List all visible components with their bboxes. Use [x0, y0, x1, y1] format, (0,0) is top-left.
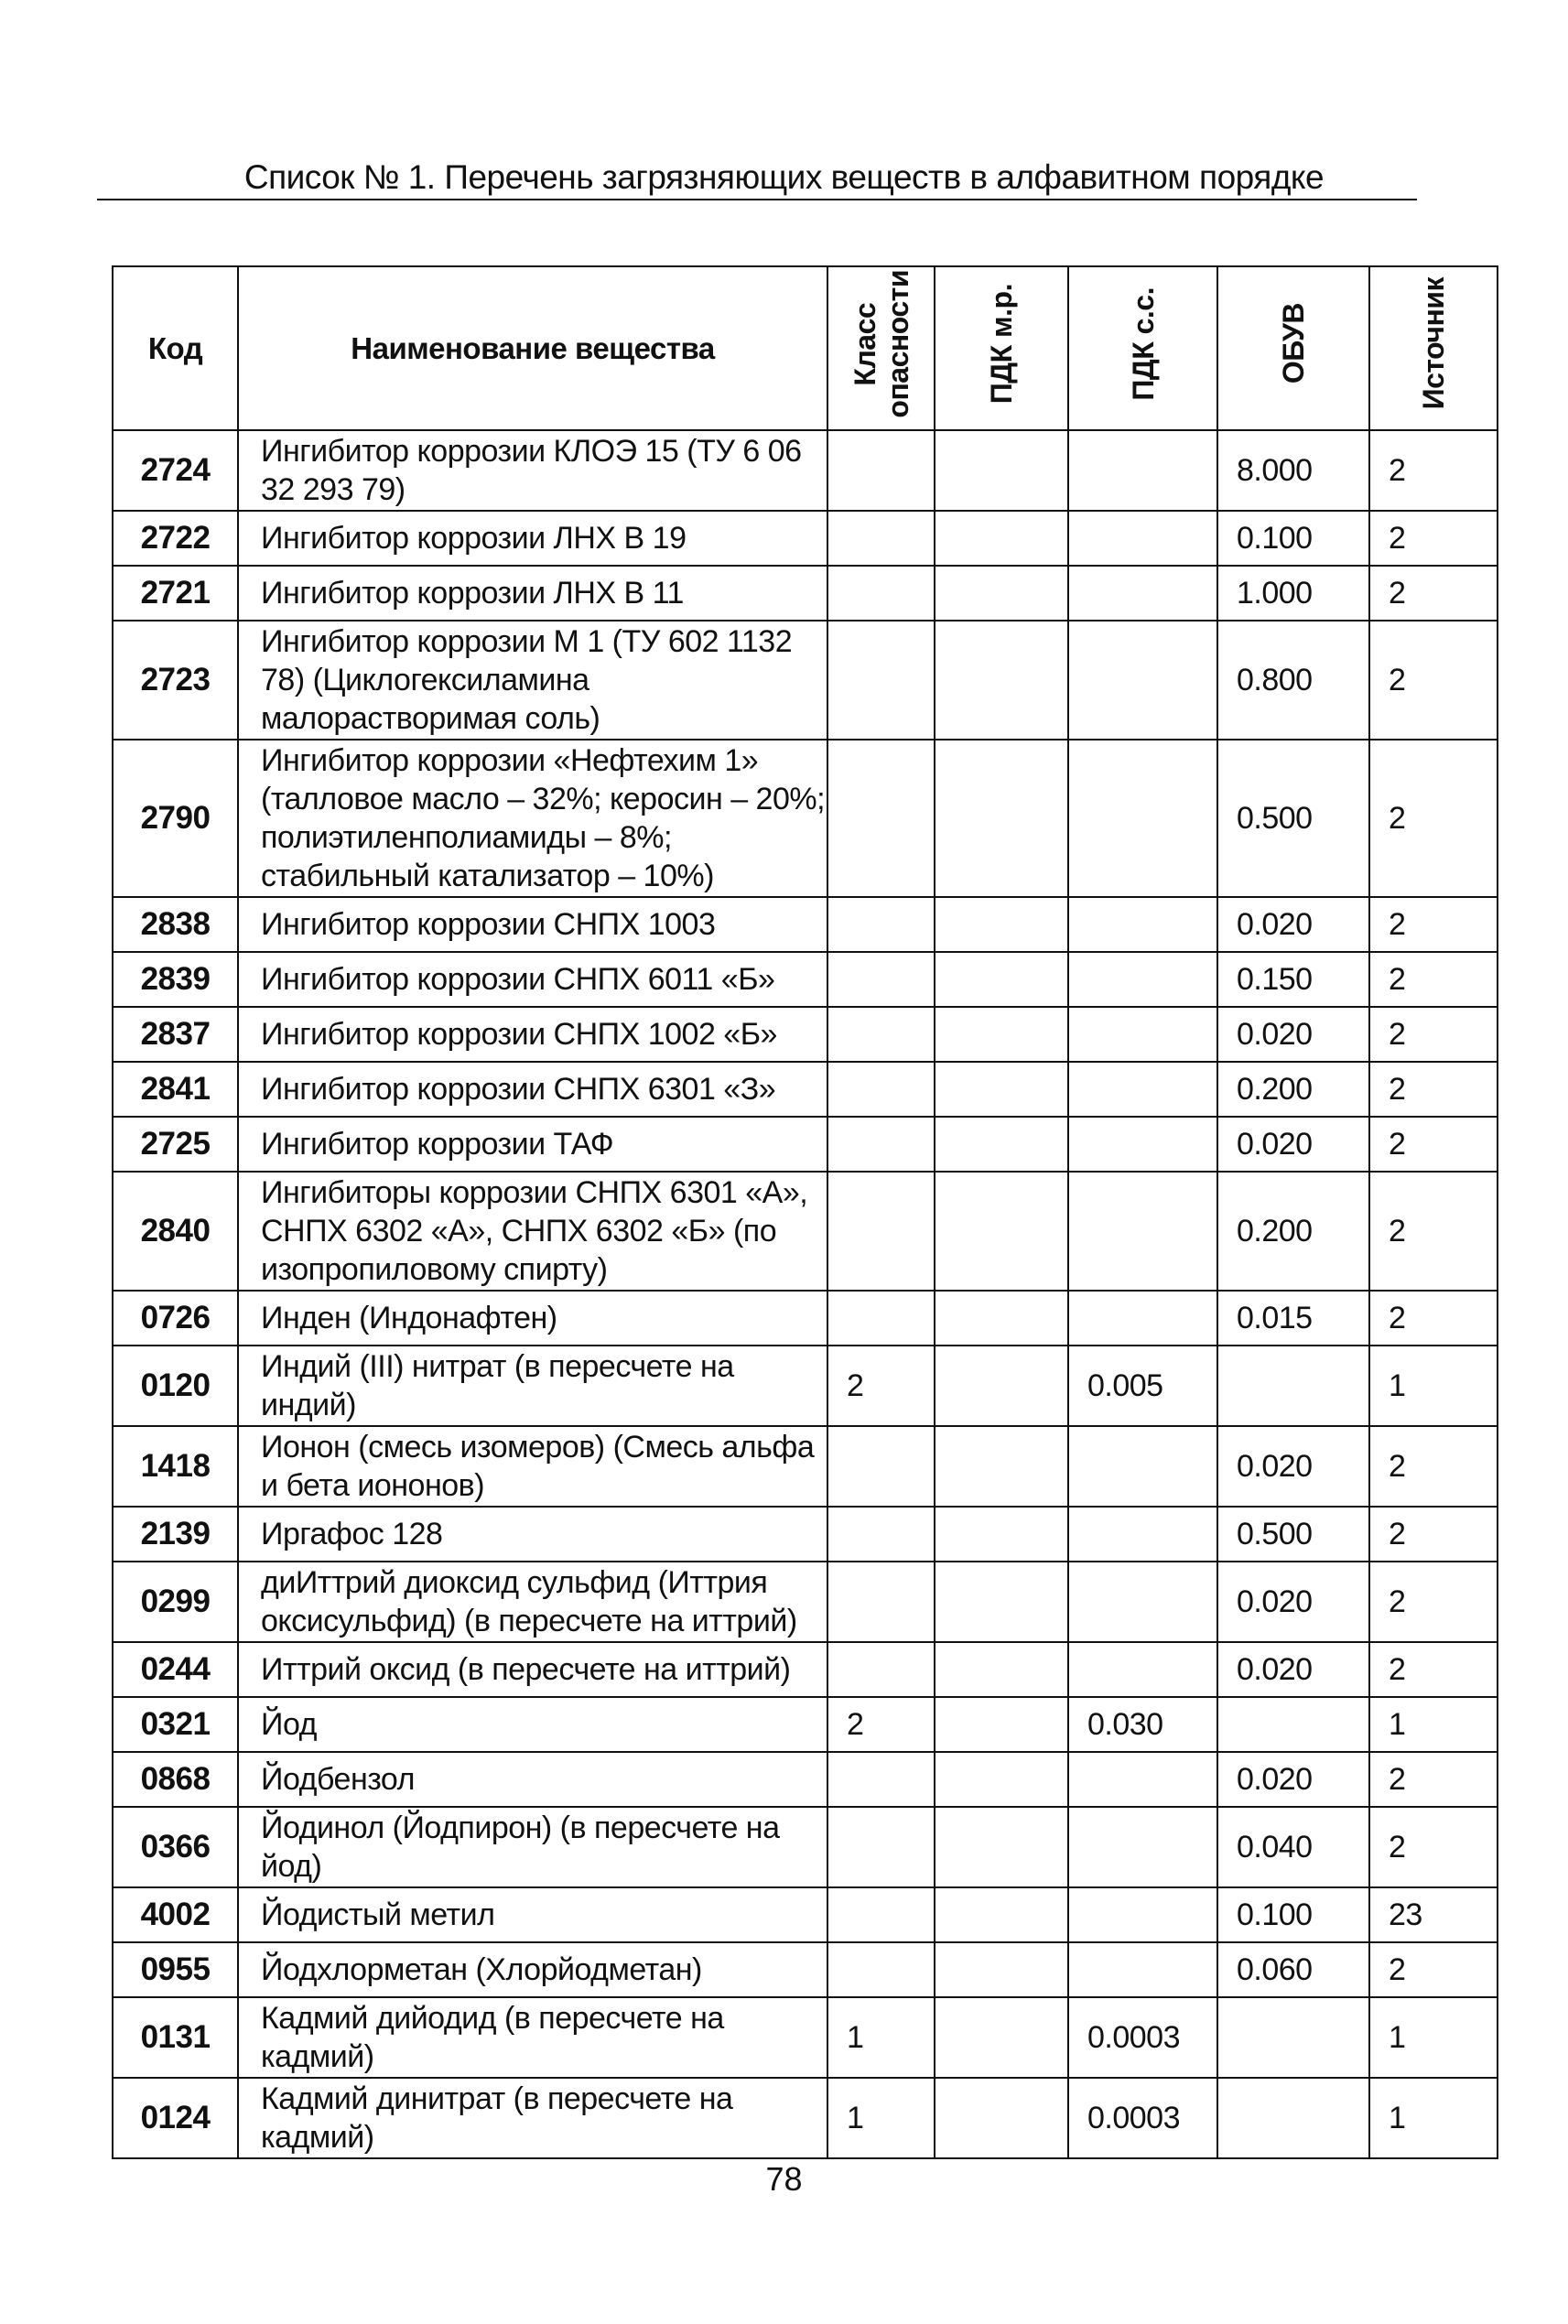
cell-code: 0120: [113, 1346, 238, 1426]
cell-code: 0726: [113, 1291, 238, 1346]
header-hazard-class-cell: [827, 266, 935, 430]
cell-hazard-class: [827, 952, 935, 1007]
cell-pdk-ss: [1068, 1291, 1217, 1346]
cell-obuv: 0.800: [1217, 621, 1369, 740]
cell-source: 2: [1369, 1007, 1498, 1062]
cell-pdk-mr: [935, 2078, 1068, 2158]
cell-obuv: 0.500: [1217, 1507, 1369, 1562]
cell-code: 0244: [113, 1642, 238, 1697]
cell-source: 1: [1369, 1997, 1498, 2078]
table-row: [113, 1346, 1498, 1426]
cell-name: Ингибитор коррозии ЛНХ В 19: [238, 511, 827, 566]
cell-pdk-mr: [935, 1562, 1068, 1642]
cell-hazard-class: [827, 1507, 935, 1562]
cell-hazard-class: [827, 1062, 935, 1117]
table-row: [113, 1117, 1498, 1172]
cell-name: Ингибитор коррозии СНПХ 6011 «Б»: [238, 952, 827, 1007]
table-row: [113, 1062, 1498, 1117]
cell-source: 2: [1369, 1642, 1498, 1697]
cell-pdk-ss: [1068, 1062, 1217, 1117]
cell-obuv: 0.200: [1217, 1172, 1369, 1291]
cell-name: Йодистый метил: [238, 1887, 827, 1942]
page-title: Список № 1. Перечень загрязняющих веществ в алфавитном порядке: [243, 158, 1325, 196]
cell-pdk-mr: [935, 621, 1068, 740]
cell-source: 23: [1369, 1887, 1498, 1942]
cell-code: 0299: [113, 1562, 238, 1642]
cell-obuv: 0.200: [1217, 1062, 1369, 1117]
cell-pdk-mr: [935, 952, 1068, 1007]
header-pdk-ss-cell: [1068, 266, 1217, 430]
cell-source: 2: [1369, 1562, 1498, 1642]
cell-source: 2: [1369, 740, 1498, 897]
table-row: [113, 952, 1498, 1007]
cell-hazard-class: [827, 1752, 935, 1807]
cell-name: Ингибитор коррозии «Нефтехим 1» (талловое масло – 32%; керосин – 20%; полиэтиленполиамиды – 8%; стабильный катализатор – 10%): [238, 740, 827, 897]
cell-obuv: 0.150: [1217, 952, 1369, 1007]
cell-hazard-class: 1: [827, 1997, 935, 2078]
cell-code: 2721: [113, 566, 238, 621]
cell-pdk-mr: [935, 1117, 1068, 1172]
table-row: [113, 1291, 1498, 1346]
page-number: 78: [765, 2160, 803, 2198]
header-hazard-class: Класс опасности: [848, 269, 914, 418]
cell-name: Йод: [238, 1697, 827, 1752]
cell-pdk-mr: [935, 1807, 1068, 1887]
cell-obuv: 0.100: [1217, 1887, 1369, 1942]
table-row: [113, 1642, 1498, 1697]
cell-pdk-ss: [1068, 1507, 1217, 1562]
cell-pdk-mr: [935, 511, 1068, 566]
cell-code: 2725: [113, 1117, 238, 1172]
cell-source: 2: [1369, 1942, 1498, 1997]
table-row: [113, 1997, 1498, 2078]
table-row: [113, 1697, 1498, 1752]
cell-name: Индий (III) нитрат (в пересчете на индий): [238, 1346, 827, 1426]
table-row: [113, 2078, 1498, 2158]
cell-source: 2: [1369, 430, 1498, 511]
cell-hazard-class: [827, 1887, 935, 1942]
table-row: [113, 621, 1498, 740]
cell-hazard-class: [827, 1172, 935, 1291]
cell-pdk-ss: [1068, 1117, 1217, 1172]
cell-name: Иттрий оксид (в пересчете на иттрий): [238, 1642, 827, 1697]
table-row: [113, 1562, 1498, 1642]
cell-pdk-mr: [935, 1752, 1068, 1807]
cell-obuv: 0.020: [1217, 1117, 1369, 1172]
cell-pdk-ss: [1068, 1807, 1217, 1887]
cell-obuv: 0.020: [1217, 897, 1369, 952]
cell-code: 0366: [113, 1807, 238, 1887]
header-name: Наименование вещества: [238, 266, 827, 430]
cell-code: 2838: [113, 897, 238, 952]
cell-source: 2: [1369, 1752, 1498, 1807]
cell-name: Ингибитор коррозии ЛНХ В 11: [238, 566, 827, 621]
cell-pdk-mr: [935, 1887, 1068, 1942]
cell-code: 2722: [113, 511, 238, 566]
cell-pdk-mr: [935, 1346, 1068, 1426]
table-row: [113, 1752, 1498, 1807]
cell-pdk-ss: 0.005: [1068, 1346, 1217, 1426]
cell-name: Инден (Индонафтен): [238, 1291, 827, 1346]
cell-obuv: [1217, 1346, 1369, 1426]
header-pdk-mr-cell: [935, 266, 1068, 430]
table-row: [113, 1426, 1498, 1507]
cell-source: 2: [1369, 1172, 1498, 1291]
cell-hazard-class: [827, 1642, 935, 1697]
cell-pdk-ss: [1068, 566, 1217, 621]
table-row: [113, 1942, 1498, 1997]
cell-pdk-mr: [935, 740, 1068, 897]
cell-pdk-ss: [1068, 1007, 1217, 1062]
cell-pdk-ss: 0.0003: [1068, 1997, 1217, 2078]
table-row: [113, 897, 1498, 952]
title-rule: [97, 199, 1417, 200]
cell-hazard-class: [827, 1562, 935, 1642]
header-source-cell: [1369, 266, 1498, 430]
cell-code: 1418: [113, 1426, 238, 1507]
cell-hazard-class: [827, 511, 935, 566]
cell-obuv: 0.020: [1217, 1752, 1369, 1807]
header-pdk-mr: ПДК м.р.: [985, 283, 1018, 405]
cell-hazard-class: [827, 1426, 935, 1507]
cell-source: 2: [1369, 897, 1498, 952]
cell-hazard-class: [827, 566, 935, 621]
cell-name: Ингибитор коррозии СНПХ 1003: [238, 897, 827, 952]
cell-hazard-class: [827, 1942, 935, 1997]
cell-hazard-class: 1: [827, 2078, 935, 2158]
cell-hazard-class: [827, 1807, 935, 1887]
header-obuv-cell: [1217, 266, 1369, 430]
cell-name: Йодинол (Йодпирон) (в пересчете на йод): [238, 1807, 827, 1887]
cell-pdk-ss: 0.0003: [1068, 2078, 1217, 2158]
cell-obuv: 0.020: [1217, 1642, 1369, 1697]
cell-name: Кадмий дийодид (в пересчете на кадмий): [238, 1997, 827, 2078]
table-row: [113, 740, 1498, 897]
cell-pdk-ss: [1068, 511, 1217, 566]
cell-code: 0955: [113, 1942, 238, 1997]
cell-name: Ингибитор коррозии СНПХ 6301 «З»: [238, 1062, 827, 1117]
cell-pdk-ss: [1068, 1752, 1217, 1807]
cell-obuv: 0.060: [1217, 1942, 1369, 1997]
header-pdk-ss: ПДК с.с.: [1126, 286, 1160, 401]
header-obuv: ОБУВ: [1277, 303, 1310, 384]
cell-name: Ионон (смесь изомеров) (Смесь альфа и бета иононов): [238, 1426, 827, 1507]
cell-pdk-ss: [1068, 952, 1217, 1007]
cell-pdk-ss: 0.030: [1068, 1697, 1217, 1752]
cell-pdk-ss: [1068, 1172, 1217, 1291]
table-row: [113, 430, 1498, 511]
cell-pdk-mr: [935, 1507, 1068, 1562]
cell-pdk-ss: [1068, 430, 1217, 511]
cell-name: Иргафос 128: [238, 1507, 827, 1562]
cell-code: 0321: [113, 1697, 238, 1752]
cell-obuv: 0.015: [1217, 1291, 1369, 1346]
cell-pdk-ss: [1068, 621, 1217, 740]
cell-obuv: 0.100: [1217, 511, 1369, 566]
table-row: [113, 1507, 1498, 1562]
cell-source: 1: [1369, 1346, 1498, 1426]
cell-source: 2: [1369, 566, 1498, 621]
cell-hazard-class: 2: [827, 1697, 935, 1752]
cell-obuv: 8.000: [1217, 430, 1369, 511]
cell-pdk-ss: [1068, 1942, 1217, 1997]
cell-obuv: [1217, 1997, 1369, 2078]
cell-obuv: 0.020: [1217, 1426, 1369, 1507]
table-header-row: [113, 266, 1498, 430]
cell-pdk-ss: [1068, 1887, 1217, 1942]
cell-hazard-class: [827, 621, 935, 740]
cell-pdk-mr: [935, 1697, 1068, 1752]
cell-code: 2790: [113, 740, 238, 897]
cell-pdk-mr: [935, 1291, 1068, 1346]
cell-obuv: 0.020: [1217, 1562, 1369, 1642]
cell-source: 2: [1369, 621, 1498, 740]
cell-code: 2723: [113, 621, 238, 740]
cell-name: Ингибитор коррозии КЛОЭ 15 (ТУ 6 06 32 293 79): [238, 430, 827, 511]
cell-source: 2: [1369, 511, 1498, 566]
cell-pdk-mr: [935, 1172, 1068, 1291]
cell-obuv: 0.040: [1217, 1807, 1369, 1887]
cell-source: 1: [1369, 2078, 1498, 2158]
header-code: Код: [113, 266, 238, 430]
cell-hazard-class: 2: [827, 1346, 935, 1426]
cell-pdk-ss: [1068, 740, 1217, 897]
cell-hazard-class: [827, 1117, 935, 1172]
cell-code: 0131: [113, 1997, 238, 2078]
cell-code: 0124: [113, 2078, 238, 2158]
cell-name: Йодхлорметан (Хлорйодметан): [238, 1942, 827, 1997]
cell-code: 4002: [113, 1887, 238, 1942]
cell-name: Ингибитор коррозии СНПХ 1002 «Б»: [238, 1007, 827, 1062]
table-row: [113, 1887, 1498, 1942]
cell-pdk-ss: [1068, 1642, 1217, 1697]
cell-obuv: [1217, 1697, 1369, 1752]
cell-source: 2: [1369, 1807, 1498, 1887]
cell-name: Ингибитор коррозии ТАФ: [238, 1117, 827, 1172]
substances-table: [112, 265, 1498, 2159]
cell-source: 2: [1369, 1507, 1498, 1562]
cell-pdk-mr: [935, 1997, 1068, 2078]
cell-obuv: [1217, 2078, 1369, 2158]
cell-pdk-ss: [1068, 1562, 1217, 1642]
cell-code: 2839: [113, 952, 238, 1007]
table-row: [113, 1007, 1498, 1062]
cell-name: Ингибиторы коррозии СНПХ 6301 «А», СНПХ 6302 «А», СНПХ 6302 «Б» (по изопропиловому спирту): [238, 1172, 827, 1291]
cell-pdk-mr: [935, 1007, 1068, 1062]
cell-source: 2: [1369, 952, 1498, 1007]
cell-source: 1: [1369, 1697, 1498, 1752]
cell-source: 2: [1369, 1426, 1498, 1507]
table-row: [113, 511, 1498, 566]
cell-pdk-ss: [1068, 897, 1217, 952]
cell-name: Кадмий динитрат (в пересчете на кадмий): [238, 2078, 827, 2158]
table-body: [113, 430, 1498, 2158]
header-source: Источник: [1417, 277, 1450, 410]
cell-obuv: 0.500: [1217, 740, 1369, 897]
cell-name: Ингибитор коррозии М 1 (ТУ 602 1132 78) (Циклогексиламина малорастворимая соль): [238, 621, 827, 740]
cell-obuv: 0.020: [1217, 1007, 1369, 1062]
cell-code: 0868: [113, 1752, 238, 1807]
cell-hazard-class: [827, 897, 935, 952]
table-row: [113, 1807, 1498, 1887]
cell-pdk-ss: [1068, 1426, 1217, 1507]
cell-hazard-class: [827, 1007, 935, 1062]
cell-code: 2840: [113, 1172, 238, 1291]
cell-pdk-mr: [935, 1942, 1068, 1997]
cell-source: 2: [1369, 1062, 1498, 1117]
cell-pdk-mr: [935, 1426, 1068, 1507]
cell-hazard-class: [827, 430, 935, 511]
cell-code: 2837: [113, 1007, 238, 1062]
table-row: [113, 1172, 1498, 1291]
cell-code: 2139: [113, 1507, 238, 1562]
cell-pdk-mr: [935, 430, 1068, 511]
cell-name: диИттрий диоксид сульфид (Иттрия оксисульфид) (в пересчете на иттрий): [238, 1562, 827, 1642]
cell-hazard-class: [827, 740, 935, 897]
cell-pdk-mr: [935, 897, 1068, 952]
cell-name: Йодбензол: [238, 1752, 827, 1807]
cell-source: 2: [1369, 1291, 1498, 1346]
cell-pdk-mr: [935, 1642, 1068, 1697]
cell-hazard-class: [827, 1291, 935, 1346]
cell-pdk-mr: [935, 1062, 1068, 1117]
cell-source: 2: [1369, 1117, 1498, 1172]
cell-pdk-mr: [935, 566, 1068, 621]
cell-obuv: 1.000: [1217, 566, 1369, 621]
table-row: [113, 566, 1498, 621]
cell-code: 2841: [113, 1062, 238, 1117]
cell-code: 2724: [113, 430, 238, 511]
